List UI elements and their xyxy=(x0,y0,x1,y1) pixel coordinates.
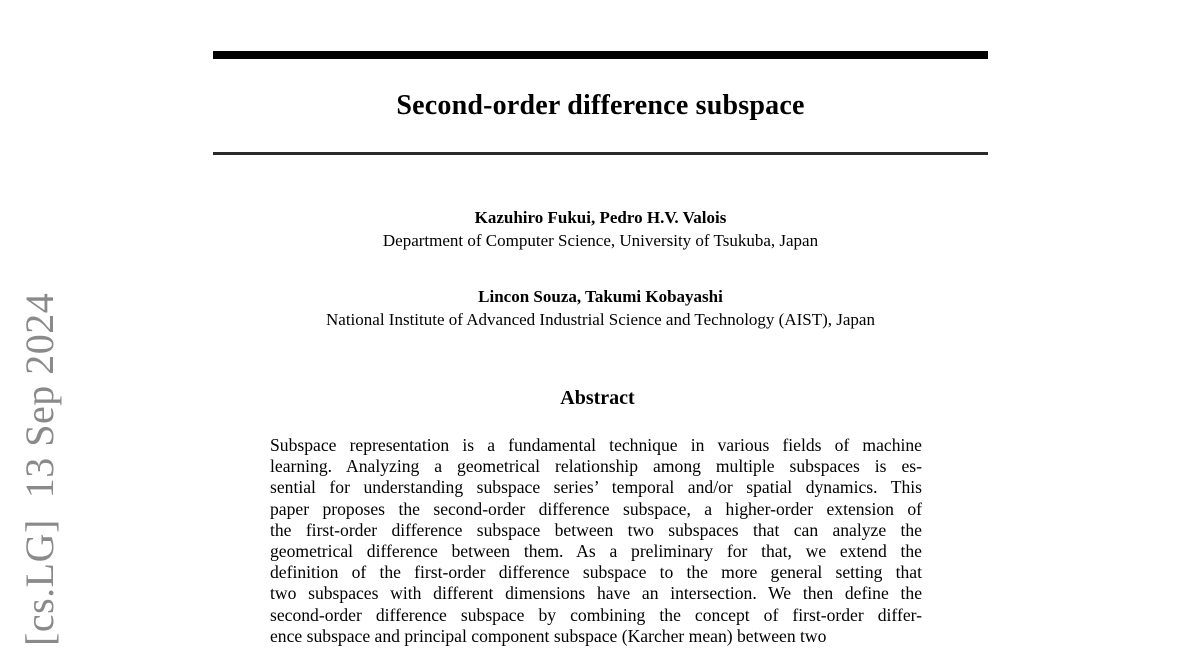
arxiv-watermark: [cs.LG] 13 Sep 2024 xyxy=(17,292,62,646)
author-names: Kazuhiro Fukui, Pedro H.V. Valois xyxy=(474,208,727,227)
abstract-heading: Abstract xyxy=(560,387,635,409)
abstract-line: Subspace representation is a fundamental technique in various fields of machine xyxy=(270,435,922,455)
abstract-line: definition of the first-order difference subspace to the more general setting that xyxy=(270,562,922,583)
abstract-line: paper proposes the second-order difference subspace, a higher-order extension of xyxy=(270,498,922,519)
author-group-2 xyxy=(213,285,988,331)
abstract-line: two subspaces with different dimensions have an intersection. We then define the xyxy=(270,583,922,604)
title-rule-top xyxy=(213,51,988,59)
abstract-line: geometrical difference between them. As a preliminary for that, we extend the xyxy=(270,541,922,562)
title-rule-bottom xyxy=(213,152,988,155)
abstract-line: learning. Analyzing a geometrical relationship among multiple subspaces is es- xyxy=(270,456,922,477)
abstract-text xyxy=(270,435,922,647)
abstract-line: the first-order difference subspace between two subspaces that can analyze the xyxy=(270,519,922,540)
author-group-1 xyxy=(213,206,988,252)
paper-title: Second-order difference subspace xyxy=(396,90,805,121)
author-affiliation: National Institute of Advanced Industrial Science and Technology (AIST), Japan xyxy=(326,310,875,329)
author-names: Lincon Souza, Takumi Kobayashi xyxy=(478,287,723,306)
abstract-line: sential for understanding subspace series’ temporal and/or spatial dynamics. This xyxy=(270,477,922,498)
abstract-line: second-order difference subspace by combining the concept of first-order differ- xyxy=(270,604,922,625)
abstract-line: ence subspace and principal component subspace (Karcher mean) between two xyxy=(270,625,827,646)
author-affiliation: Department of Computer Science, University of Tsukuba, Japan xyxy=(382,231,819,250)
